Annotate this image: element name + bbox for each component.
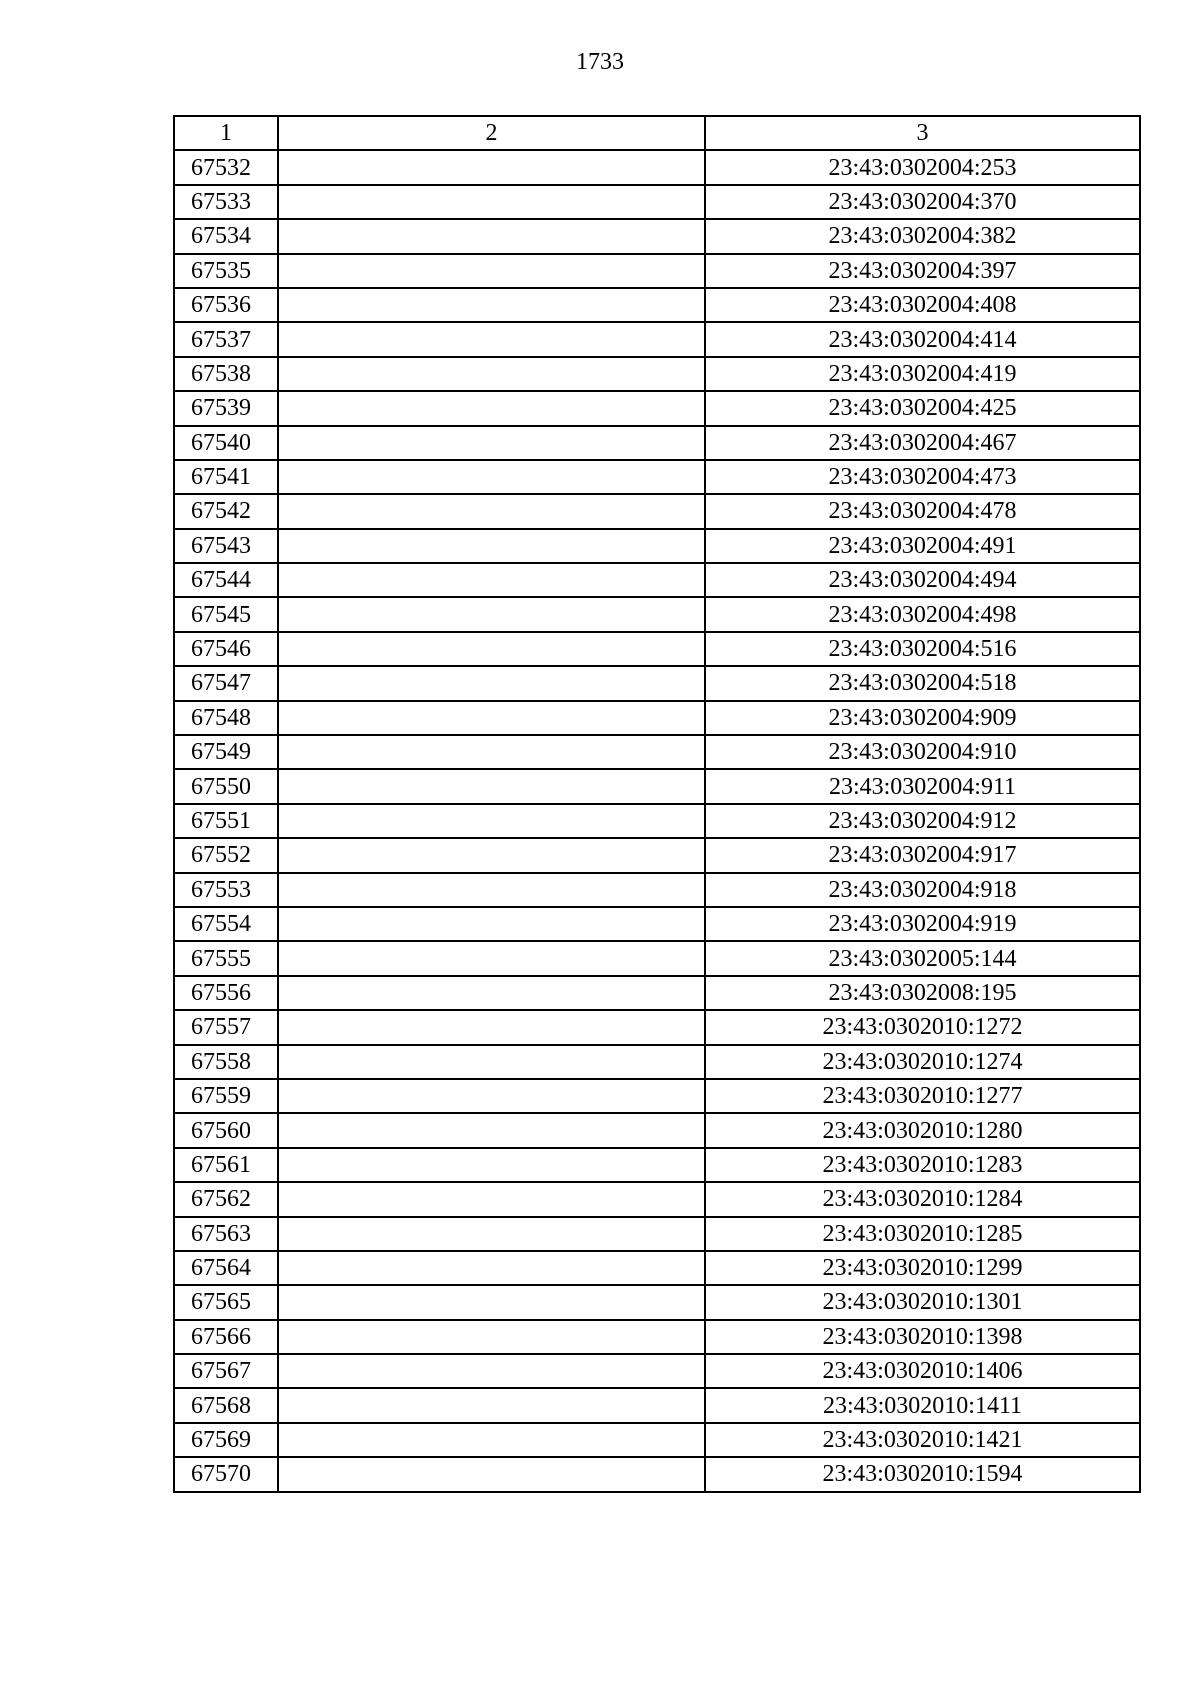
description-cell	[278, 632, 705, 666]
cadastral-number-cell: 23:43:0302010:1406	[705, 1354, 1140, 1388]
row-number-cell: 67570	[174, 1457, 278, 1491]
row-number-cell: 67565	[174, 1285, 278, 1319]
row-number-cell: 67549	[174, 735, 278, 769]
table-header	[174, 116, 1140, 150]
cadastral-number-cell: 23:43:0302010:1301	[705, 1285, 1140, 1319]
description-cell	[278, 701, 705, 735]
row-number-cell: 67548	[174, 701, 278, 735]
description-cell	[278, 1251, 705, 1285]
cadastral-number-cell: 23:43:0302004:467	[705, 426, 1140, 460]
row-number-cell: 67547	[174, 666, 278, 700]
table-row	[174, 1251, 1140, 1285]
table-row	[174, 941, 1140, 975]
table-row	[174, 1388, 1140, 1422]
description-cell	[278, 976, 705, 1010]
table-row	[174, 563, 1140, 597]
cadastral-number-cell: 23:43:0302010:1398	[705, 1320, 1140, 1354]
description-cell	[278, 322, 705, 356]
cadastral-number-cell: 23:43:0302010:1421	[705, 1423, 1140, 1457]
cadastral-number-cell: 23:43:0302004:917	[705, 838, 1140, 872]
row-number-cell: 67537	[174, 322, 278, 356]
cadastral-number-cell: 23:43:0302004:498	[705, 597, 1140, 631]
cadastral-number-cell: 23:43:0302010:1277	[705, 1079, 1140, 1113]
table-row	[174, 185, 1140, 219]
cadastral-number-cell: 23:43:0302010:1283	[705, 1148, 1140, 1182]
table-row	[174, 1457, 1140, 1491]
description-cell	[278, 1045, 705, 1079]
description-cell	[278, 1113, 705, 1147]
cadastral-number-cell: 23:43:0302010:1299	[705, 1251, 1140, 1285]
cadastral-number-cell: 23:43:0302004:397	[705, 254, 1140, 288]
description-cell	[278, 460, 705, 494]
row-number-cell: 67541	[174, 460, 278, 494]
table-row	[174, 254, 1140, 288]
description-cell	[278, 529, 705, 563]
description-cell	[278, 907, 705, 941]
row-number-cell: 67535	[174, 254, 278, 288]
row-number-cell: 67561	[174, 1148, 278, 1182]
row-number-cell: 67536	[174, 288, 278, 322]
description-cell	[278, 1388, 705, 1422]
description-cell	[278, 838, 705, 872]
cadastral-number-cell: 23:43:0302004:491	[705, 529, 1140, 563]
description-cell	[278, 735, 705, 769]
cadastral-number-cell: 23:43:0302004:909	[705, 701, 1140, 735]
table-row	[174, 1148, 1140, 1182]
table-row	[174, 322, 1140, 356]
table-row	[174, 666, 1140, 700]
description-cell	[278, 597, 705, 631]
cadastral-number-cell: 23:43:0302010:1284	[705, 1182, 1140, 1216]
description-cell	[278, 1457, 705, 1491]
cadastral-number-cell: 23:43:0302008:195	[705, 976, 1140, 1010]
row-number-cell: 67564	[174, 1251, 278, 1285]
cadastral-number-cell: 23:43:0302004:516	[705, 632, 1140, 666]
table-row	[174, 391, 1140, 425]
row-number-cell: 67568	[174, 1388, 278, 1422]
table-row	[174, 1354, 1140, 1388]
row-number-cell: 67563	[174, 1217, 278, 1251]
table-row	[174, 494, 1140, 528]
cadastral-number-cell: 23:43:0302005:144	[705, 941, 1140, 975]
description-cell	[278, 219, 705, 253]
cadastral-number-cell: 23:43:0302004:518	[705, 666, 1140, 700]
row-number-cell: 67554	[174, 907, 278, 941]
table-row	[174, 426, 1140, 460]
cadastral-number-cell: 23:43:0302004:408	[705, 288, 1140, 322]
table-row	[174, 357, 1140, 391]
description-cell	[278, 1148, 705, 1182]
description-cell	[278, 1079, 705, 1113]
table-row	[174, 529, 1140, 563]
cadastral-number-cell: 23:43:0302010:1411	[705, 1388, 1140, 1422]
cadastral-number-cell: 23:43:0302004:494	[705, 563, 1140, 597]
page-number: 1733	[576, 49, 624, 75]
row-number-cell: 67552	[174, 838, 278, 872]
description-cell	[278, 1182, 705, 1216]
cadastral-number-cell: 23:43:0302010:1280	[705, 1113, 1140, 1147]
table-row	[174, 1182, 1140, 1216]
cadastral-number-cell: 23:43:0302010:1272	[705, 1010, 1140, 1044]
description-cell	[278, 494, 705, 528]
cadastral-number-cell: 23:43:0302004:253	[705, 150, 1140, 184]
row-number-cell: 67557	[174, 1010, 278, 1044]
row-number-cell: 67560	[174, 1113, 278, 1147]
description-cell	[278, 1423, 705, 1457]
description-cell	[278, 288, 705, 322]
table-row	[174, 597, 1140, 631]
row-number-cell: 67533	[174, 185, 278, 219]
table-body	[174, 150, 1140, 1491]
table-row	[174, 1010, 1140, 1044]
row-number-cell: 67539	[174, 391, 278, 425]
row-number-cell: 67532	[174, 150, 278, 184]
description-cell	[278, 1320, 705, 1354]
row-number-cell: 67569	[174, 1423, 278, 1457]
table-row	[174, 804, 1140, 838]
table-row	[174, 769, 1140, 803]
cadastral-number-cell: 23:43:0302004:382	[705, 219, 1140, 253]
table-row	[174, 1320, 1140, 1354]
row-number-cell: 67540	[174, 426, 278, 460]
cadastral-number-cell: 23:43:0302010:1285	[705, 1217, 1140, 1251]
column-header-1: 1	[174, 116, 278, 150]
cadastral-number-cell: 23:43:0302004:478	[705, 494, 1140, 528]
row-number-cell: 67556	[174, 976, 278, 1010]
row-number-cell: 67555	[174, 941, 278, 975]
description-cell	[278, 666, 705, 700]
cadastral-number-cell: 23:43:0302004:911	[705, 769, 1140, 803]
table-row	[174, 1045, 1140, 1079]
row-number-cell: 67534	[174, 219, 278, 253]
row-number-cell: 67550	[174, 769, 278, 803]
registry-table	[173, 115, 1141, 1493]
row-number-cell: 67538	[174, 357, 278, 391]
description-cell	[278, 1217, 705, 1251]
description-cell	[278, 391, 705, 425]
row-number-cell: 67553	[174, 873, 278, 907]
column-header-2: 2	[278, 116, 705, 150]
table-row	[174, 873, 1140, 907]
cadastral-number-cell: 23:43:0302004:370	[705, 185, 1140, 219]
table-row	[174, 288, 1140, 322]
table-row	[174, 1423, 1140, 1457]
table-row	[174, 1285, 1140, 1319]
description-cell	[278, 769, 705, 803]
description-cell	[278, 1354, 705, 1388]
table-row	[174, 1079, 1140, 1113]
description-cell	[278, 426, 705, 460]
table-row	[174, 976, 1140, 1010]
description-cell	[278, 1285, 705, 1319]
description-cell	[278, 941, 705, 975]
table-row	[174, 150, 1140, 184]
row-number-cell: 67562	[174, 1182, 278, 1216]
description-cell	[278, 150, 705, 184]
row-number-cell: 67566	[174, 1320, 278, 1354]
description-cell	[278, 563, 705, 597]
table-row	[174, 1113, 1140, 1147]
cadastral-number-cell: 23:43:0302004:919	[705, 907, 1140, 941]
description-cell	[278, 1010, 705, 1044]
table-row	[174, 1217, 1140, 1251]
row-number-cell: 67567	[174, 1354, 278, 1388]
row-number-cell: 67544	[174, 563, 278, 597]
cadastral-number-cell: 23:43:0302004:912	[705, 804, 1140, 838]
row-number-cell: 67558	[174, 1045, 278, 1079]
description-cell	[278, 804, 705, 838]
table-row	[174, 460, 1140, 494]
row-number-cell: 67543	[174, 529, 278, 563]
description-cell	[278, 873, 705, 907]
cadastral-number-cell: 23:43:0302004:425	[705, 391, 1140, 425]
table-row	[174, 907, 1140, 941]
table-row	[174, 701, 1140, 735]
cadastral-number-cell: 23:43:0302004:414	[705, 322, 1140, 356]
cadastral-number-cell: 23:43:0302004:473	[705, 460, 1140, 494]
row-number-cell: 67545	[174, 597, 278, 631]
cadastral-number-cell: 23:43:0302010:1274	[705, 1045, 1140, 1079]
cadastral-number-cell: 23:43:0302004:918	[705, 873, 1140, 907]
row-number-cell: 67546	[174, 632, 278, 666]
description-cell	[278, 185, 705, 219]
table-row	[174, 219, 1140, 253]
row-number-cell: 67551	[174, 804, 278, 838]
cadastral-number-cell: 23:43:0302004:419	[705, 357, 1140, 391]
table-row	[174, 632, 1140, 666]
description-cell	[278, 357, 705, 391]
table-row	[174, 838, 1140, 872]
column-header-3: 3	[705, 116, 1140, 150]
row-number-cell: 67559	[174, 1079, 278, 1113]
row-number-cell: 67542	[174, 494, 278, 528]
table-row	[174, 735, 1140, 769]
cadastral-number-cell: 23:43:0302004:910	[705, 735, 1140, 769]
cadastral-number-cell: 23:43:0302010:1594	[705, 1457, 1140, 1491]
header-row	[174, 116, 1140, 150]
description-cell	[278, 254, 705, 288]
